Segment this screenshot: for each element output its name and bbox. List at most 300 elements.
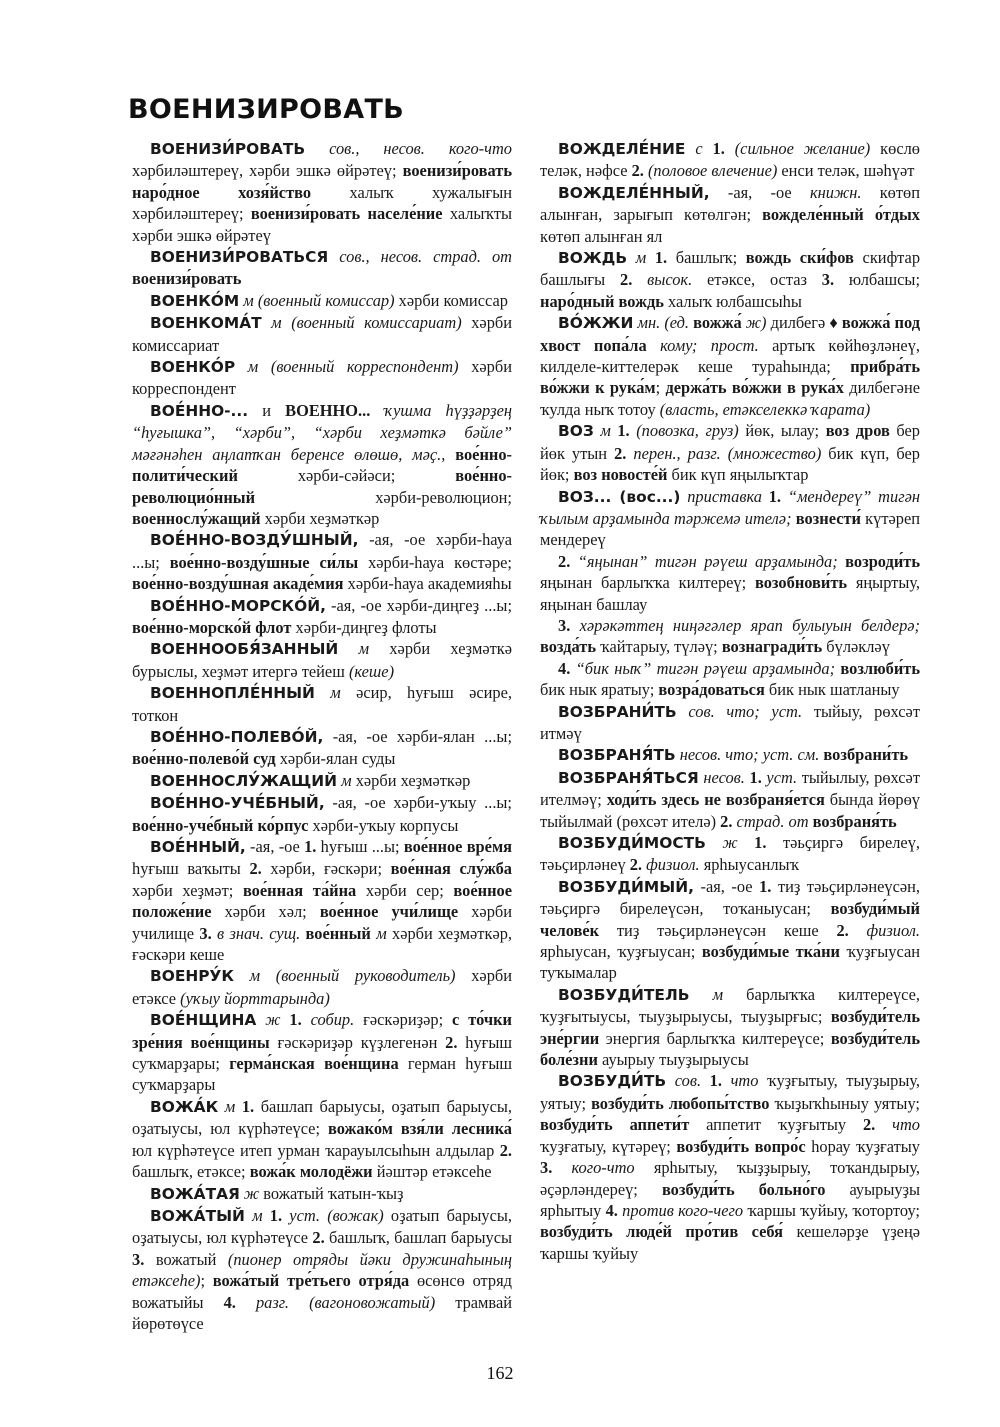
entry-grammar-note: что <box>721 1071 759 1091</box>
entry-translation: -ая, -ое хәрби-диңгеҙ ...ы; <box>325 595 512 615</box>
entry-translation: хәрби хеҙмәткәр <box>260 508 380 528</box>
entry-translation: бер йөк утын <box>540 421 920 463</box>
page-number: 162 <box>486 1363 514 1383</box>
dictionary-entry <box>132 400 512 529</box>
entry-translation: өсөнсө отряд вожатыйы <box>132 1271 512 1312</box>
entry-phrase: вое́нно-уче́бный ко́рпус <box>132 815 309 835</box>
entry-grammar-note: м (военный комиссариат) <box>261 313 462 333</box>
dictionary-entry <box>132 726 512 770</box>
dictionary-entry <box>132 836 512 965</box>
entry-translation: хәрби хеҙмәт; <box>132 880 243 900</box>
entry-phrase: военизи́ровать населе́ние <box>250 204 443 224</box>
entry-phrase: вое́нно-полити́ческий <box>132 444 512 486</box>
entry-translation: хәрби-революцион; <box>255 487 512 507</box>
entry-translation: ярһытыу, ҡыҙҙырыу, тоҡандырыу, әҫәрләндереү; <box>540 1158 920 1199</box>
entry-translation: яңыртыу, яңынан башлау <box>540 573 920 614</box>
entry-translation: ҡуҙғытыу, тыуҙырыу, уятыу; <box>540 1071 920 1113</box>
entry-translation: -ая, -ое хәрби-ялан ...ы; <box>323 726 512 746</box>
dictionary-entry <box>540 312 920 420</box>
entry-phrase: 1. <box>269 1205 283 1225</box>
dictionary-entry <box>540 767 920 832</box>
entry-phrase: возроди́ть <box>845 551 920 571</box>
entry-phrase: вожа́к молодёжи <box>249 1162 373 1182</box>
entry-grammar-note: м (военный руководитель) <box>233 966 456 986</box>
dictionary-entry <box>540 876 920 984</box>
entry-phrase: вое́нно-полево́й суд <box>132 749 276 769</box>
entry-phrase: вожжа́ <box>693 313 742 333</box>
entry-headword: ВОЗ... (вос...) <box>558 487 681 506</box>
right-column <box>540 138 920 1264</box>
entry-phrase: военизи́ровать <box>132 269 242 289</box>
entry-phrase: военизи́ровать наро́дное хозя́йство <box>132 161 512 202</box>
entry-grammar-note: книжн. <box>809 182 862 202</box>
entry-headword: ВОЕ́ННО-... <box>150 401 249 420</box>
entry-phrase: вознагради́ть <box>721 637 823 657</box>
entry-headword: ВОЕ́НЩИНА <box>150 1011 257 1030</box>
dictionary-entry <box>540 138 920 182</box>
entry-grammar-note: физиол. <box>642 855 700 875</box>
dictionary-entry <box>132 1096 512 1183</box>
dictionary-entry <box>132 792 512 836</box>
dictionary-entry <box>132 1205 512 1334</box>
entry-grammar-note: с <box>685 139 713 158</box>
entry-translation: хәрби-һауа көстәре; <box>358 552 512 572</box>
entry-phrase: ВОЕННО... <box>285 400 371 420</box>
entry-translation: әсир, һуғыш әсире, тоткон <box>132 683 512 725</box>
entry-phrase: возбуди́ть аппети́т <box>540 1115 690 1135</box>
entry-translation: ярһыусанлыҡ <box>699 855 799 875</box>
entry-translation: хәрби хеҙмәткә бурыслы, хеҙмәт итергә тейеш <box>132 639 512 681</box>
entry-translation: тыйыу, рөхсәт итмәү <box>540 701 920 743</box>
entry-phrase: 3. <box>540 1158 553 1178</box>
entry-phrase: вое́нно-возду́шная акаде́мия <box>132 574 344 594</box>
entry-translation: бында йөрөү тыйылмай (рөхсәт ителә) <box>540 790 920 831</box>
entry-translation: ярһыусан, ҡуҙғыусан; <box>540 942 702 962</box>
entry-headword: ВОЕННООБЯ́ЗАННЫЙ <box>150 640 339 659</box>
entry-headword: ВОЕНКО́М <box>150 291 240 310</box>
entry-translation: хәрби комиссариат <box>132 313 513 355</box>
entry-grammar-note: м <box>244 1205 270 1225</box>
dictionary-entry <box>540 182 920 247</box>
dictionary-entry <box>540 658 920 701</box>
entry-phrase: возлюби́ть <box>840 658 920 678</box>
dictionary-entry <box>132 246 512 290</box>
entry-grammar-note: м (военный корреспондент) <box>235 357 459 377</box>
entry-translation: вожатый <box>144 1249 228 1269</box>
entry-phrase: прибра́ть во́жжи к рука́м <box>540 357 920 398</box>
entry-translation: ҡуҙғатыу, күтәреү; <box>540 1136 677 1156</box>
entry-translation: ҡаршы ҡуйыу, ҡотортоу; <box>743 1200 920 1220</box>
entry-headword: ВОЖДЕЛЕ́ННЫЙ, <box>558 183 710 202</box>
entry-phrase: 2. <box>862 1115 876 1135</box>
entry-phrase: 1. <box>289 1010 302 1030</box>
entry-phrase: 1. <box>617 421 630 441</box>
entry-headword: ВОЗБУДИ́ТЕЛЬ <box>558 985 690 1004</box>
entry-translation: энергия барлыҡҡа килтереүсе; <box>599 1028 831 1048</box>
entry-translation: -ая, -ое <box>709 182 810 202</box>
entry-translation: хәрби сер; <box>356 880 454 900</box>
entry-phrase: 3. <box>199 923 212 943</box>
entry-phrase: возбуди́мый челове́к <box>540 899 920 940</box>
entry-phrase: военнослу́жащий <box>132 508 261 528</box>
entry-grammar-note: (пионер отряды йәки дружинаһының етәксеһе) <box>132 1249 512 1291</box>
entry-headword: ВОЕНИЗИ́РОВАТЬСЯ <box>150 248 329 267</box>
entry-grammar-note: в знач. сущ. <box>211 923 306 943</box>
entry-grammar-note: м <box>337 770 352 790</box>
entry-translation: и <box>248 400 286 420</box>
entry-grammar-note: м <box>593 421 618 441</box>
entry-translation: хәрби-ялан суды <box>275 749 396 769</box>
entry-phrase: 2. <box>499 1140 512 1160</box>
entry-translation: хәрби комиссар <box>394 290 508 310</box>
entry-phrase: 2. <box>836 920 849 940</box>
entry-translation: хәрби, ғәскәри; <box>261 859 391 879</box>
dictionary-entry <box>540 551 920 615</box>
entry-translation: бүләкләү <box>822 637 890 657</box>
entry-headword: ВОЗБРАНЯ́ТЬСЯ <box>558 768 699 787</box>
entry-phrase: возбуди́ть больно́го <box>661 1179 826 1199</box>
entry-grammar-note: м <box>627 248 655 268</box>
entry-grammar-note: (власть, етәкселеккә ҡарата) <box>659 399 871 419</box>
entry-grammar-note: высок. <box>632 270 693 290</box>
entry-headword: ВОЕ́ННО-ВОЗДУ́ШНЫЙ, <box>150 531 359 550</box>
entry-phrase: 3. <box>132 1249 145 1269</box>
entry-translation: юл күрһәтеүсе итеп урман ҡарауылсыһын алдылар <box>132 1140 500 1160</box>
dictionary-entry <box>540 984 920 1071</box>
entry-phrase: 2. <box>720 811 733 831</box>
entry-phrase: держа́ть во́жжи в рука́х <box>665 378 844 398</box>
entry-grammar-note: собир. <box>301 1010 355 1030</box>
entry-grammar-note: “бик ныҡ” тигән рәүеш арҙамында; <box>570 658 841 678</box>
entry-translation: ҡайтарыу, түләү; <box>596 637 722 657</box>
entry-translation: хәрби-сәйәси; <box>237 466 456 486</box>
entry-translation: көслө теләк, нәфсе <box>540 139 920 181</box>
entry-headword: ВОЗБРАНЯ́ТЬ <box>558 746 676 765</box>
entry-phrase: воз дров <box>825 421 890 441</box>
entry-translation: йөк, ылау; <box>738 421 826 441</box>
entry-headword: ВОЖДЕЛЕ́НИЕ <box>558 140 686 158</box>
entry-phrase: 3. <box>821 270 835 290</box>
entry-headword: ВО́ЖЖИ <box>558 314 634 333</box>
dictionary-entry <box>132 1009 512 1096</box>
entry-translation: бик нык яратыу; <box>540 680 659 700</box>
entry-translation: аппетит ҡуҙғытыу <box>689 1115 863 1135</box>
dictionary-entry <box>132 529 512 594</box>
entry-translation: хәрби хәл; <box>211 902 320 922</box>
entry-translation: башлыҡ; <box>667 248 746 268</box>
entry-phrase: 4. <box>223 1292 236 1312</box>
entry-translation: күтәреп мендереү <box>540 508 921 550</box>
entry-translation: ; <box>200 1271 213 1291</box>
dictionary-entry <box>132 1183 512 1205</box>
entry-phrase: вознести́ <box>795 508 861 528</box>
entry-phrase: 2. <box>445 1032 458 1052</box>
dictionary-entry <box>132 290 512 312</box>
entry-grammar-note: м <box>689 984 724 1004</box>
entry-phrase: воз новосте́й <box>573 465 668 485</box>
entry-grammar-note: м <box>338 639 370 659</box>
entry-translation: хәрби хеҙмәткәр <box>351 770 471 790</box>
entry-translation: тәьҫиргә бирелеү, тәьҫирләнеү <box>540 833 920 875</box>
entry-phrase: 4. <box>605 1200 618 1220</box>
entry-grammar-note: несов. что; уст. см. <box>675 745 824 765</box>
entry-phrase: возобнови́ть <box>755 573 848 593</box>
entry-headword: ВОЕНКОМА́Т <box>150 314 262 333</box>
entry-phrase: возбраня́ть <box>812 811 897 831</box>
entry-headword: ВОЗ <box>558 422 594 441</box>
entry-grammar-note: (уҡыу йорттарында) <box>180 988 330 1008</box>
entry-translation: бик күп, бер йөк; <box>540 443 920 485</box>
entry-phrase: 2. <box>249 859 262 879</box>
entry-headword: ВОЖА́К <box>150 1097 219 1116</box>
entry-headword: ВОЖА́ТЫЙ <box>150 1206 245 1225</box>
entry-headword: ВОЕНРУ́К <box>150 967 234 986</box>
entry-phrase: вое́нная слу́жба <box>390 859 513 879</box>
dictionary-entry <box>132 682 512 726</box>
entry-grammar-note: мн. (ед. <box>633 313 694 333</box>
entry-translation: ҡуҙғыусан туҡымалар <box>540 942 920 983</box>
entry-phrase: 2. <box>629 855 643 875</box>
entry-grammar-note: ж <box>239 1183 260 1203</box>
entry-phrase: 1. <box>304 837 317 856</box>
entry-translation: -ая, -ое хәрби-һауа ...ы; <box>132 530 512 572</box>
entry-phrase: вое́нное положе́ние <box>132 880 512 922</box>
entry-translation: тиҙ тәьҫирләнеүсән, тәьҫиргә бирелеүсән, тоҡаныусан; <box>540 876 920 919</box>
entry-grammar-note: сов., несов. страд. от <box>328 247 512 267</box>
entry-grammar-note: уст. <box>761 767 798 787</box>
entry-translation: тыйылыу, рөхсәт ителмәү; <box>540 767 920 810</box>
entry-translation: герман һуғыш суҡмарҙары <box>132 1054 512 1095</box>
entry-translation: ғәскәриҙәр күҙлегенән <box>269 1032 446 1052</box>
entry-translation: вожатый ҡатын-ҡыҙ <box>259 1183 404 1203</box>
entry-grammar-note: приставка <box>680 486 769 506</box>
entry-phrase: вое́нное вре́мя <box>403 837 512 856</box>
entry-translation: хәрби етәксе <box>132 966 513 1008</box>
entry-phrase: вое́нная та́йна <box>242 880 357 900</box>
entry-phrase: 1. <box>712 139 725 158</box>
entry-phrase: возбуди́ть люде́й про́тив себя́ <box>540 1222 784 1242</box>
entry-phrase: 1. <box>654 248 668 268</box>
entry-phrase: вожа́тый тре́тьего отря́да <box>212 1271 410 1291</box>
entry-translation: хәрби-һауа академияһы <box>343 574 512 594</box>
entry-grammar-note: хәрәкәттең ниңәгәлер ярап булыуын белдерә; <box>570 615 920 635</box>
running-head: ВОЕНИЗИРОВАТЬ <box>128 94 405 125</box>
entry-translation: халыҡ хужалығын хәрбиләштереү; <box>132 182 512 224</box>
entry-phrase: наро́дный вождь <box>540 291 664 311</box>
entry-grammar-note: сов., несов. кого-что <box>305 139 512 158</box>
entry-grammar-note: несов. <box>698 767 750 787</box>
entry-translation: артыҡ көйһөҙләнеү, килделе-киттелерәк кеше тураһында; <box>540 335 920 377</box>
entry-translation: етәксе, остаз <box>692 270 822 290</box>
entry-grammar-note: м <box>218 1096 242 1116</box>
entry-headword: ВОЕННОСЛУ́ЖАЩИЙ <box>150 771 338 790</box>
entry-grammar-note: м <box>370 923 387 943</box>
entry-translation: енси теләк, шәһүәт <box>777 161 915 181</box>
entry-phrase: 2. <box>614 443 627 463</box>
entry-grammar-note: ж <box>705 833 755 852</box>
entry-translation: көтөп алынған, зарығып көтөлгән; <box>540 182 921 225</box>
entry-translation: бик нык шатланыу <box>764 680 900 700</box>
entry-grammar-note: разг. (вагоновожатый) <box>235 1292 436 1312</box>
entry-grammar-note: ж <box>256 1010 290 1030</box>
entry-translation: трамвай йөрөтөүсе <box>132 1292 512 1333</box>
entry-grammar-note: перен., разг. (множество) <box>626 443 822 463</box>
entry-headword: ВОЗБУДИ́МЫЙ, <box>558 877 694 896</box>
entry-phrase: возда́ть <box>540 637 597 657</box>
dictionary-entry <box>132 965 512 1009</box>
dictionary-entry <box>132 770 512 792</box>
entry-grammar-note: кого-что <box>552 1158 635 1178</box>
entry-phrase: возбуди́ть любопы́тство <box>591 1093 770 1113</box>
entry-phrase: 2. <box>558 551 571 571</box>
entry-phrase: вожако́м взя́ли лесника́ <box>327 1119 512 1139</box>
entry-grammar-note: м <box>314 683 341 703</box>
entry-translation: хәрби корреспондент <box>132 357 512 399</box>
entry-translation: оҙатып барыусы, оҙатыусы, юл күрһәтеүсе <box>132 1205 512 1248</box>
entry-grammar-note: “яңынан” тигән рәүеш арҙамында; <box>570 551 846 571</box>
entry-phrase: вождь ски́фов <box>745 248 854 268</box>
entry-phrase: вое́нно-революцио́нный <box>132 466 512 507</box>
entry-phrase: 2. <box>631 161 644 181</box>
entry-headword: ВОЕННОПЛЕ́ННЫЙ <box>150 684 315 703</box>
entry-grammar-note: (сильное желание) <box>724 139 871 158</box>
entry-phrase: возбрани́ть <box>823 745 909 765</box>
dictionary-entry <box>132 638 512 682</box>
entry-phrase: вое́нный <box>305 923 371 943</box>
entry-headword: ВОЗБУДИ́ТЬ <box>558 1072 667 1091</box>
dictionary-entry <box>132 138 512 246</box>
entry-translation: ауырыуҙы ярһытыу <box>540 1179 921 1220</box>
entry-phrase: возбуди́тель эне́ргии <box>540 1007 920 1048</box>
entry-translation: йәштәр етәксеһе <box>372 1162 492 1182</box>
entry-phrase: возбуди́тель боле́зни <box>540 1028 920 1070</box>
entry-phrase: вожделе́нный о́тдых <box>762 205 920 225</box>
entry-headword: ВОЖА́ТАЯ <box>150 1184 240 1203</box>
entry-translation: скифтар башлығы <box>540 248 921 290</box>
entry-translation: һуғыш суҡмарҙары; <box>132 1032 512 1074</box>
entry-phrase: 1. <box>749 767 762 787</box>
entry-headword: ВОЕНИЗИ́РОВАТЬ <box>150 140 306 158</box>
entry-grammar-note: уст. (вожак) <box>282 1205 384 1225</box>
entry-phrase: с то́чки зре́ния вое́нщины <box>132 1010 512 1052</box>
entry-phrase: возбуди́ть вопро́с <box>676 1136 806 1156</box>
dictionary-entry <box>132 356 512 400</box>
entry-phrase: 1. <box>709 1071 722 1091</box>
entry-grammar-note: (кеше) <box>348 661 395 681</box>
dictionary-entry <box>540 701 920 745</box>
entry-translation: һуғыш ваҡыты <box>132 859 250 879</box>
entry-translation: ауырыу тыуҙырыусы <box>597 1050 749 1070</box>
entry-phrase: вое́нно-возду́шные си́лы <box>169 552 359 572</box>
dictionary-entry <box>540 615 920 658</box>
entry-translation: ҡыҙыҡһыныу уятыу; <box>769 1093 920 1113</box>
entry-translation: -ая, -ое <box>693 876 760 896</box>
entry-grammar-note: м (военный комиссар) <box>239 290 395 310</box>
entry-translation: юлбашсы; <box>834 270 921 290</box>
entry-translation: һорау ҡуҙғатыу <box>805 1136 920 1156</box>
entry-grammar-note: “мендереү” тигән ҡылым арҙамында тәржемә ителә; <box>540 486 921 528</box>
entry-phrase: 2. <box>312 1228 325 1248</box>
entry-phrase: возра́доваться <box>658 680 765 700</box>
entry-translation: башлыҡ, башлап барыусы <box>324 1228 513 1248</box>
entry-headword: ВОЕ́ННО-МОРСКО́Й, <box>150 596 326 615</box>
dictionary-entry <box>540 1070 920 1264</box>
entry-grammar-note: кому; прост. <box>646 335 759 355</box>
entry-translation: кешеләрҙе үҙеңә ҡаршы ҡуйыу <box>540 1222 920 1263</box>
entry-translation: ; <box>655 378 666 398</box>
dictionary-entry <box>540 744 920 766</box>
entry-phrase: ходи́ть здесь не возбраня́ется <box>606 790 825 810</box>
entry-translation: тиҙ тәьҫирләнеүсән кеше <box>599 920 837 940</box>
entry-translation: хәрби-диңгеҙ флоты <box>291 617 437 637</box>
entry-translation: хәрбиләштереү, хәрби эшкә өйрәтеү; <box>132 161 403 181</box>
entry-grammar-note: ж) <box>741 313 767 333</box>
entry-translation: хәрби-уҡыу корпусы <box>308 815 459 835</box>
entry-translation: бик күп яңылыҡтар <box>667 465 809 485</box>
entry-grammar-note: (повозка, груз) <box>629 421 739 441</box>
entry-translation: һуғыш ...ы; <box>316 837 404 856</box>
entry-translation: хәрби хеҙмәткәр, ғәскәри кеше <box>132 923 513 965</box>
entry-translation: башлыҡ, етәксе; <box>132 1162 250 1182</box>
entry-phrase: 1. <box>754 833 767 852</box>
entry-grammar-note: против кого-чего <box>617 1200 744 1220</box>
dictionary-entry <box>540 247 920 312</box>
dictionary-entry <box>132 595 512 639</box>
entry-translation: яңынан барлыҡҡа килтереү; <box>540 573 755 593</box>
entry-translation: хәрби училище <box>132 902 513 943</box>
entry-phrase: вое́нно-морско́й флот <box>132 617 292 637</box>
entry-phrase: герма́нская вое́нщина <box>229 1054 399 1074</box>
entry-translation: дилбегәне ҡулда ныҡ тотоу <box>540 378 920 419</box>
dictionary-entry <box>132 312 512 356</box>
entry-headword: ВОЕ́ННО-ПОЛЕВО́Й, <box>150 727 324 746</box>
entry-translation: башлап барыусы, оҙатып барыусы, оҙатыусы, юл күрһәтеүсе; <box>132 1096 512 1139</box>
entry-headword: ВОЗБУДИ́МОСТЬ <box>558 834 706 852</box>
entry-grammar-note: ҡушма һүҙҙәрҙең “һуғышка”, “хәрби”, “хәрби хеҙмәткә бәйле” мәғәнәһен аңлатҡан беренсе өлөшө, мәҫ., <box>132 400 513 464</box>
entry-headword: ВОЖДЬ <box>558 249 628 268</box>
entry-grammar-note: сов. <box>666 1071 710 1091</box>
entry-phrase: 4. <box>558 658 571 678</box>
dictionary-entry <box>540 420 920 485</box>
entry-translation: ғәскәриҙәр; <box>354 1010 453 1030</box>
entry-headword: ВОЕ́ННО-УЧЕ́БНЫЙ, <box>150 794 325 813</box>
entry-translation: халыҡ юлбашсыһы <box>663 291 802 311</box>
dictionary-entry <box>540 832 920 876</box>
left-column <box>132 138 512 1334</box>
entry-headword: ВОЕНКО́Р <box>150 358 236 377</box>
entry-phrase: вое́нное учи́лище <box>319 902 459 922</box>
entry-phrase: 2. <box>620 270 633 290</box>
entry-grammar-note: (половое влечение) <box>643 161 778 181</box>
dictionary-entry <box>540 486 920 551</box>
entry-translation: көтөп алынған ял <box>540 226 663 246</box>
entry-translation: халыҡты хәрби эшкә өйрәтеү <box>132 204 512 245</box>
entry-headword: ВОЕ́ННЫЙ, <box>150 838 246 856</box>
entry-translation: -ая, -ое хәрби-уҡыу ...ы; <box>324 793 512 813</box>
entry-phrase: 1. <box>768 486 782 506</box>
entry-translation: барлыҡҡа килтереүсе, ҡуҙғытыусы, тыуҙырыусы, тыуҙырғыс; <box>540 984 920 1027</box>
entry-phrase: вожжа́ под хвост попа́ла <box>540 313 920 355</box>
entry-translation: -ая, -ое <box>245 837 305 856</box>
entry-phrase: 1. <box>759 876 772 896</box>
entry-phrase: 1. <box>241 1096 255 1116</box>
entry-headword: ВОЗБРАНИ́ТЬ <box>558 702 677 721</box>
entry-grammar-note: что <box>875 1115 920 1135</box>
entry-grammar-note: страд. от <box>732 811 813 831</box>
entry-translation: дилбегә ♦ <box>766 313 842 333</box>
entry-grammar-note: физиол. <box>848 920 921 940</box>
entry-phrase: 3. <box>558 615 571 635</box>
